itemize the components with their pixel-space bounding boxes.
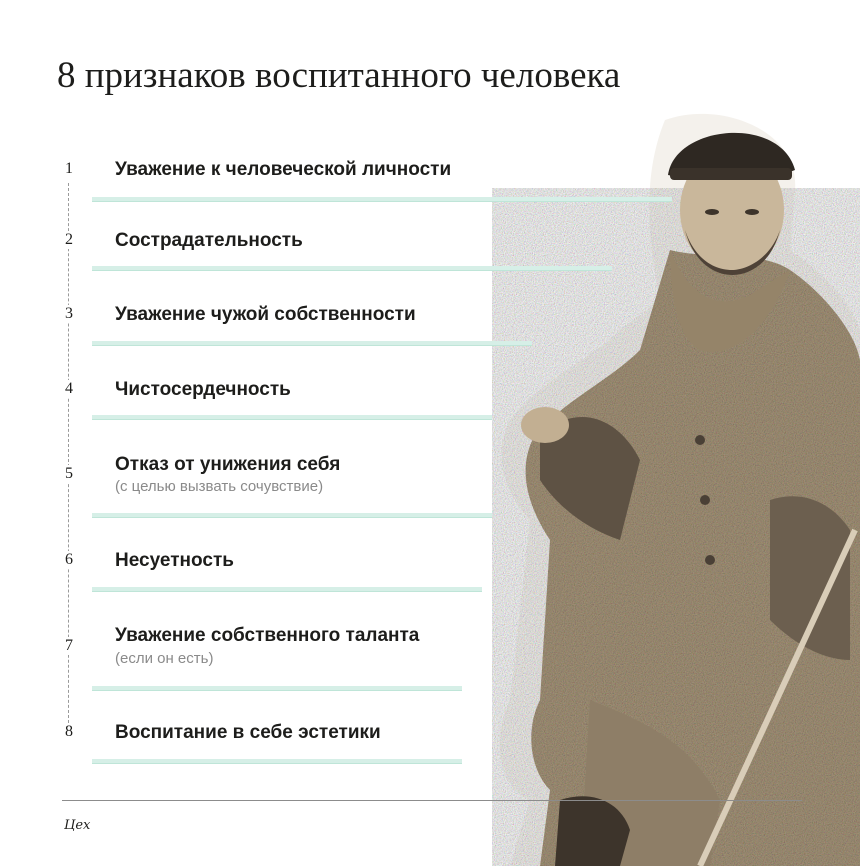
portrait-photo	[470, 100, 860, 866]
item-rule	[92, 759, 462, 764]
item-sublabel: (с целью вызвать сочувствие)	[115, 478, 324, 495]
item-label: Уважение собственного таланта	[115, 625, 420, 646]
page-title: 8 признаков воспитанного человека	[57, 55, 621, 96]
item-number: 3	[62, 305, 76, 323]
item-number: 4	[62, 380, 76, 398]
item-rule	[92, 415, 492, 420]
item-rule	[92, 197, 672, 202]
item-rule	[92, 686, 462, 691]
item-sublabel: (если он есть)	[115, 650, 214, 667]
brand-logo: Цех	[64, 818, 91, 833]
item-number: 8	[62, 723, 76, 741]
item-number: 6	[62, 551, 76, 569]
footer-divider	[62, 800, 802, 801]
item-label: Несуетность	[115, 550, 234, 571]
item-number: 2	[62, 231, 76, 249]
item-rule	[92, 266, 612, 271]
item-number: 5	[62, 465, 76, 483]
item-label: Сострадательность	[115, 230, 303, 251]
item-rule	[92, 587, 482, 592]
item-rule	[92, 513, 492, 518]
item-number: 7	[62, 637, 76, 655]
item-rule	[92, 341, 532, 346]
item-number: 1	[62, 160, 76, 178]
item-label: Чистосердечность	[115, 379, 291, 400]
item-label: Воспитание в себе эстетики	[115, 722, 381, 743]
item-label: Уважение к человеческой личности	[115, 159, 452, 180]
item-label: Отказ от унижения себя	[115, 454, 341, 475]
item-label: Уважение чужой собственности	[115, 304, 416, 325]
